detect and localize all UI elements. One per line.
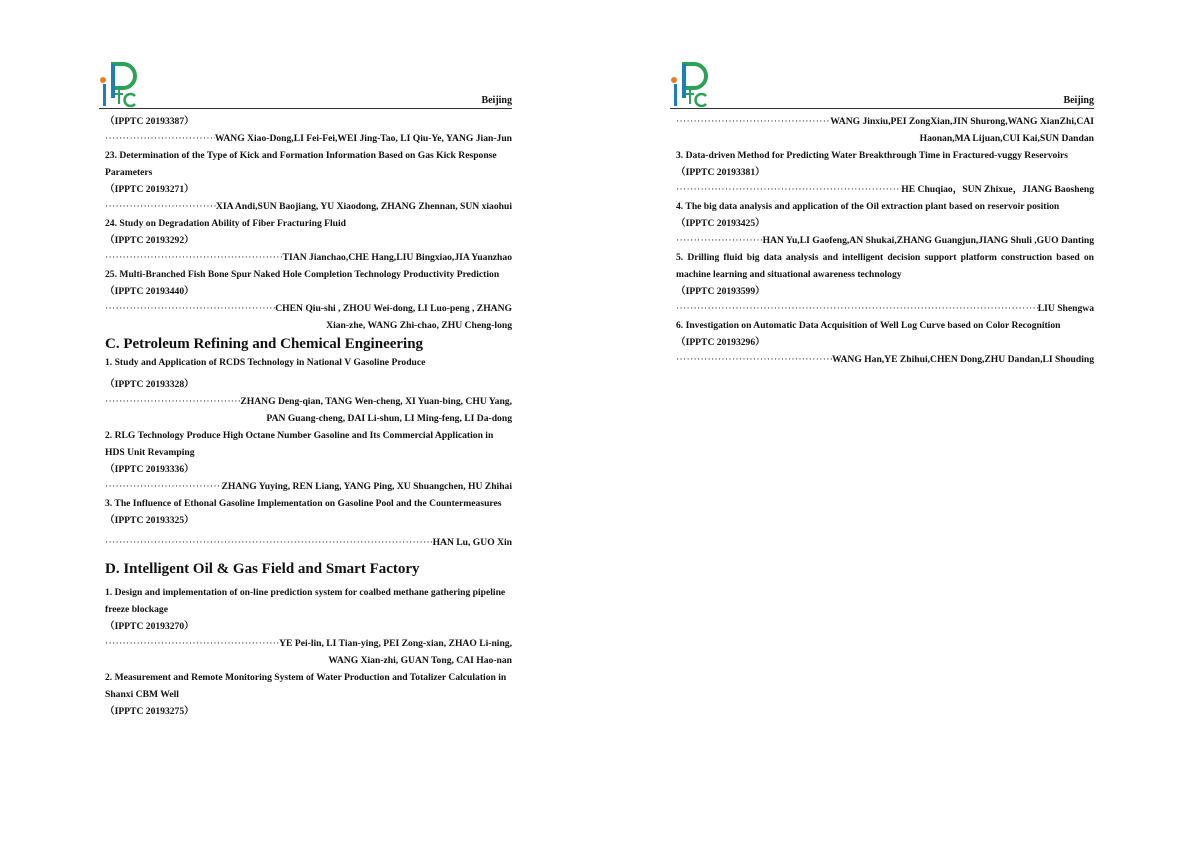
left-content — [105, 113, 512, 720]
paper-authors: ····· TIAN Jianchao,CHE Hang,LIU Bingxiao,JIA Yuanzhao — [105, 249, 512, 266]
paper-title: 2. RLG Technology Produce High Octane Number Gasoline and Its Commercial Application in HDS Unit Revamping — [105, 430, 494, 458]
paper-code: （IPPTC 20193275） — [105, 706, 194, 717]
paper-authors-cont: Haonan,MA Lijuan,CUI Kai,SUN Dandan — [919, 133, 1094, 144]
paper-title: 23. Determination of the Type of Kick and Formation Information Based on Gas Kick Response Parameters — [105, 150, 497, 178]
paper-authors: ····· HE Chuqiao，SUN Zhixue，JIANG Baosheng — [676, 181, 1094, 198]
section-heading-d: D. Intelligent Oil & Gas Field and Smart Factory — [105, 561, 420, 577]
paper-authors: ····· ZHANG Deng-qian, TANG Wen-cheng, XI Yuan-bing, CHU Yang, — [105, 393, 512, 410]
page-header — [670, 58, 1094, 109]
section-heading-c: C. Petroleum Refining and Chemical Engineering — [105, 336, 424, 352]
header-location: Beijing — [481, 95, 512, 106]
paper-authors: ····· HAN Yu,LI Gaofeng,AN Shukai,ZHANG Guangjun,JIANG Shuli ,GUO Danting — [676, 232, 1094, 249]
paper-authors: ····· ZHANG Yuying, REN Liang, YANG Ping, XU Shuangchen, HU Zhihai — [105, 478, 512, 495]
paper-code: （IPPTC 20193325） — [105, 515, 194, 526]
paper-authors: ····· WANG Han,YE Zhihui,CHEN Dong,ZHU Dandan,LI Shouding — [676, 351, 1094, 368]
paper-title: 6. Investigation on Automatic Data Acquisition of Well Log Curve based on Color Recognition — [676, 320, 1061, 331]
paper-authors: ····· YE Pei-lin, LI Tian-ying, PEI Zong-xian, ZHAO Li-ning, — [105, 635, 512, 652]
paper-code: （IPPTC 20193336） — [105, 464, 194, 475]
right-content — [676, 113, 1094, 368]
paper-authors-cont: Xian-zhe, WANG Zhi-chao, ZHU Cheng-long — [326, 320, 512, 331]
paper-code: （IPPTC 20193270） — [105, 621, 194, 632]
paper-code: （IPPTC 20193425） — [676, 218, 765, 229]
iptc-logo-icon — [670, 60, 714, 108]
paper-code: （IPPTC 20193440） — [105, 286, 194, 297]
paper-code: （IPPTC 20193292） — [105, 235, 194, 246]
paper-title: 3. The Influence of Ethonal Gasoline Implementation on Gasoline Pool and the Countermeasures — [105, 498, 502, 509]
paper-title: 3. Data-driven Method for Predicting Water Breakthrough Time in Fractured-vuggy Reservoirs — [676, 150, 1068, 161]
paper-code: （IPPTC 20193271） — [105, 184, 194, 195]
paper-code: （IPPTC 20193296） — [676, 337, 765, 348]
paper-title: 2. Measurement and Remote Monitoring System of Water Production and Totalizer Calculation in Shanxi CBM Well — [105, 672, 507, 700]
paper-code: （IPPTC 20193387） — [105, 116, 194, 127]
paper-authors-cont: PAN Guang-cheng, DAI Li-shun, LI Ming-feng, LI Da-dong — [266, 413, 512, 424]
paper-code: （IPPTC 20193381） — [676, 167, 765, 178]
paper-title: 24. Study on Degradation Ability of Fiber Fracturing Fluid — [105, 218, 347, 229]
paper-authors: ····· WANG Jinxiu,PEI ZongXian,JIN Shurong,WANG XianZhi,CAI — [676, 113, 1094, 130]
paper-authors-cont: WANG Xian-zhi, GUAN Tong, CAI Hao-nan — [328, 655, 512, 666]
paper-code: （IPPTC 20193599） — [676, 286, 765, 297]
paper-title: 5. Drilling fluid big data analysis and intelligent decision support platform construction based on machine learning and situational awareness technology — [676, 252, 1094, 280]
paper-title: 4. The big data analysis and application of the Oil extraction plant based on reservoir position — [676, 201, 1060, 212]
paper-title: 1. Study and Application of RCDS Technology in National V Gasoline Produce — [105, 357, 426, 368]
paper-authors: ····· XIA Andi,SUN Baojiang, YU Xiaodong, ZHANG Zhennan, SUN xiaohui — [105, 198, 512, 215]
paper-title: 1. Design and implementation of on-line prediction system for coalbed methane gathering pipeline freeze blockage — [105, 587, 506, 615]
paper-authors: ····· LIU Shengwa — [676, 300, 1094, 317]
right-page — [670, 0, 1094, 842]
paper-authors: ····· HAN Lu, GUO Xin — [105, 534, 512, 551]
paper-authors: ····· WANG Xiao-Dong,LI Fei-Fei,WEI Jing-Tao, LI Qiu-Ye, YANG Jian-Jun — [105, 130, 512, 147]
left-page — [99, 0, 512, 842]
header-location: Beijing — [1063, 95, 1094, 106]
iptc-logo-icon — [99, 60, 143, 108]
paper-title: 25. Multi-Branched Fish Bone Spur Naked Hole Completion Technology Productivity Prediction — [105, 269, 500, 280]
page-header — [99, 58, 512, 109]
paper-code: （IPPTC 20193328） — [105, 379, 194, 390]
paper-authors: ····· CHEN Qiu-shi , ZHOU Wei-dong, LI Luo-peng , ZHANG — [105, 300, 512, 317]
